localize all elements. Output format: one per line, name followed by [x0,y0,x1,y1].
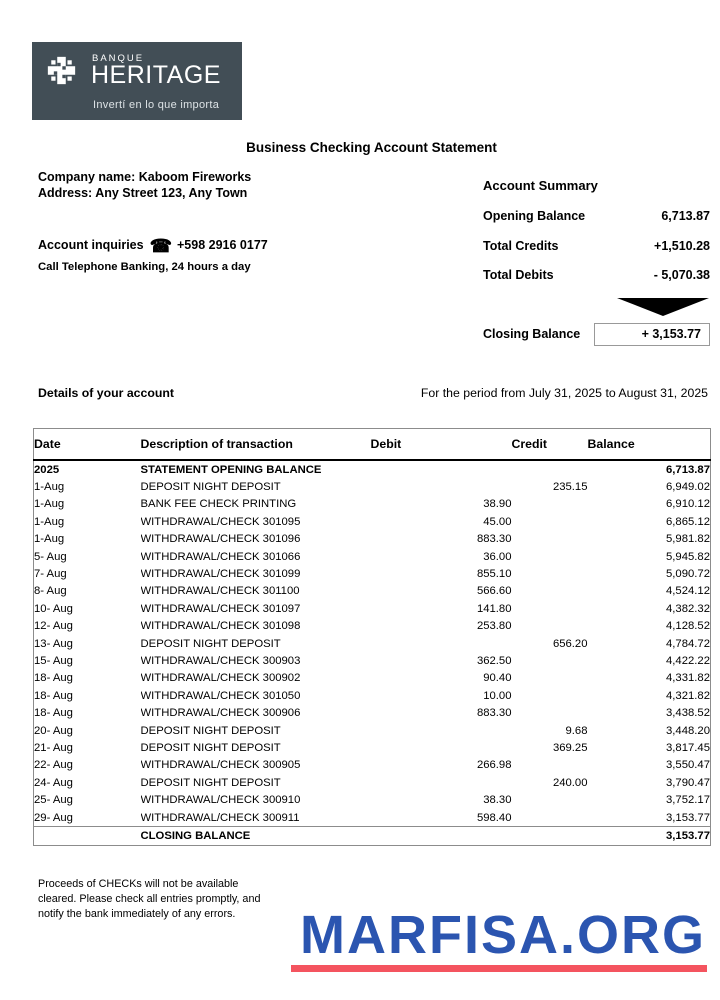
cell-credit: 9.68 [565,724,588,737]
summary-row-closing [483,323,710,346]
bank-logo [32,42,242,120]
cell-description: WITHDRAWAL/CHECK 301099 [140,568,301,581]
cell-debit [371,827,512,846]
cell-debit [371,739,512,756]
cell-credit [512,496,588,513]
arrow-down-icon [617,298,709,316]
transaction-row [34,739,711,756]
cell-description: WITHDRAWAL/CHECK 301096 [140,533,301,546]
company-address-line: Address: Any Street 123, Any Town [38,186,248,200]
column-header-balance: Balance [588,429,711,461]
transaction-row [34,757,711,774]
cell-description: WITHDRAWAL/CHECK 300906 [140,707,301,720]
details-header [38,386,708,400]
summary-row-credits [483,239,710,253]
cell-balance: 3,817.45 [666,741,710,754]
cell-date: 18- Aug [34,689,73,702]
transaction-row [34,496,711,513]
cell-balance: 4,331.82 [666,672,710,685]
column-header-description: Description of transaction [141,429,371,461]
transaction-row [34,722,711,739]
cell-debit: 883.30 [476,533,512,546]
cell-date: 18- Aug [34,707,73,720]
account-summary [483,178,710,346]
cell-description: WITHDRAWAL/CHECK 301095 [140,515,301,528]
summary-row-opening [483,209,710,223]
cell-date: 25- Aug [34,794,73,807]
cell-credit [512,809,588,827]
cell-balance: 5,945.82 [666,550,710,563]
cell-credit [512,652,588,669]
closing-balance-value: + 3,153.77 [594,323,710,346]
transaction-row [34,635,711,652]
cell-balance: 4,784.72 [666,637,710,650]
phone-icon: ☎ [149,236,172,256]
cell-credit: 240.00 [552,776,588,789]
cell-debit: 141.80 [476,602,512,615]
account-summary-title: Account Summary [483,178,598,193]
transaction-row [34,704,711,721]
transaction-row [34,460,711,478]
cell-date: 1-Aug [34,533,65,546]
transaction-row [34,652,711,669]
transaction-row [34,565,711,582]
cell-date: 7- Aug [34,568,67,581]
closing-balance-label: Closing Balance [483,327,581,341]
transaction-row [34,774,711,791]
cell-description: DEPOSIT NIGHT DEPOSIT [140,741,281,754]
cell-credit [512,670,588,687]
transaction-row [34,583,711,600]
cell-debit: 883.30 [476,707,512,720]
cell-balance: 3,550.47 [666,759,710,772]
cell-credit [512,791,588,808]
cell-debit [371,460,512,478]
cell-date: 15- Aug [34,654,73,667]
bank-name-small: BANQUE [92,53,145,64]
total-credits-value: +1,510.28 [654,238,710,253]
cell-credit [512,460,588,478]
cell-debit: 855.10 [476,568,512,581]
cell-balance: 3,153.77 [588,827,711,846]
transaction-row [34,791,711,808]
cell-debit: 38.90 [483,498,512,511]
column-header-credit: Credit [512,429,588,461]
watermark-text: MARFISA.ORG [300,905,706,965]
telephone-banking-line: Call Telephone Banking, 24 hours a day [38,261,251,273]
transaction-row [34,531,711,548]
cell-description: WITHDRAWAL/CHECK 300903 [140,654,301,667]
cell-description: BANK FEE CHECK PRINTING [140,498,297,511]
cell-description: DEPOSIT NIGHT DEPOSIT [140,776,281,789]
cell-debit: 90.40 [483,672,512,685]
cell-description: WITHDRAWAL/CHECK 301097 [140,602,301,615]
cell-credit [512,531,588,548]
cell-date: 29- Aug [34,811,73,824]
notice-line-1: Proceeds of CHECKs will not be available [38,878,239,890]
transactions-body [34,460,711,846]
cell-balance: 6,949.02 [666,481,710,494]
cell-balance: 3,790.47 [666,776,710,789]
inquiries-label: Account inquiries [38,238,144,252]
bank-tagline: Invertí en lo que importa [93,99,220,111]
cell-credit [512,583,588,600]
page-title: Business Checking Account Statement [246,140,497,155]
customer-info [38,169,251,201]
cell-balance: 3,448.20 [666,724,710,737]
column-header-date: Date [34,429,141,461]
cell-balance: 4,382.32 [666,602,710,615]
cell-credit [512,704,588,721]
cell-description: WITHDRAWAL/CHECK 300911 [140,811,300,824]
cell-balance: 5,981.82 [666,533,710,546]
bank-name-large: HERITAGE [91,61,221,89]
transaction-row [34,548,711,565]
cell-credit [512,513,588,530]
total-debits-label: Total Debits [483,268,554,282]
cell-date: 1-Aug [34,481,65,494]
cell-credit [512,827,588,846]
cell-date: 10- Aug [34,602,73,615]
cell-date: 18- Aug [34,672,73,685]
transactions-table-header [34,429,711,461]
cell-debit: 253.80 [476,620,512,633]
cell-date: 1-Aug [34,498,65,511]
cell-balance: 3,438.52 [666,707,710,720]
cell-debit: 36.00 [483,550,512,563]
opening-balance-value: 6,713.87 [661,209,710,223]
cell-debit: 598.40 [476,811,512,824]
cell-date: 12- Aug [34,620,73,633]
footer-notice [38,877,260,922]
transaction-row [34,687,711,704]
statement-period: For the period from July 31, 2025 to August 31, 2025 [420,386,708,400]
transaction-row [34,670,711,687]
cell-balance: 4,422.22 [666,654,710,667]
cell-description: WITHDRAWAL/CHECK 301050 [140,689,301,702]
total-credits-label: Total Credits [483,238,559,253]
cell-debit: 362.50 [476,654,512,667]
cell-date: 24- Aug [34,776,73,789]
cell-description: CLOSING BALANCE [141,827,371,846]
cell-description: WITHDRAWAL/CHECK 300902 [140,672,301,685]
transaction-row [34,809,711,827]
cell-description: STATEMENT OPENING BALANCE [140,463,322,476]
cell-debit: 10.00 [483,689,512,702]
transaction-row [34,827,711,846]
cell-balance: 4,128.52 [666,620,710,633]
cell-date: 2025 [34,463,60,476]
cell-balance: 4,321.82 [666,689,710,702]
transaction-row [34,478,711,495]
inquiries-phone-number: +598 2916 0177 [177,238,268,252]
transactions-table [33,428,711,846]
cell-credit [512,565,588,582]
cell-description: WITHDRAWAL/CHECK 301098 [140,620,301,633]
cell-credit [512,548,588,565]
cell-credit [512,600,588,617]
cell-balance: 6,910.12 [666,498,710,511]
summary-row-debits [483,268,710,282]
details-title: Details of your account [38,386,174,400]
transaction-row [34,618,711,635]
cell-balance: 3,752.17 [666,794,710,807]
cell-date: 20- Aug [34,724,73,737]
cell-date: 5- Aug [34,550,67,563]
cell-credit [512,757,588,774]
account-inquiries-line [38,236,268,257]
cell-balance: 5,090.72 [666,568,710,581]
cell-date: 22- Aug [34,759,73,772]
cell-date: 1-Aug [34,515,65,528]
cell-date: 8- Aug [34,585,67,598]
cell-credit: 235.15 [552,481,588,494]
cell-balance: 4,524.12 [666,585,710,598]
cell-balance: 3,153.77 [666,811,710,824]
cell-debit: 266.98 [476,759,512,772]
cell-balance: 6,865.12 [666,515,710,528]
cell-balance: 6,713.87 [666,463,710,476]
cell-description: DEPOSIT NIGHT DEPOSIT [140,481,281,494]
cell-credit: 369.25 [552,741,588,754]
transaction-row [34,600,711,617]
cell-credit [512,687,588,704]
cell-debit: 566.60 [476,585,512,598]
notice-line-3: notify the bank immediately of any errors. [38,908,236,920]
cell-description: DEPOSIT NIGHT DEPOSIT [140,724,281,737]
cell-debit [371,774,512,791]
column-header-debit: Debit [371,429,512,461]
cell-debit: 38.30 [483,794,512,807]
cell-debit [371,635,512,652]
bank-logo-cross-icon [47,56,76,85]
transaction-row [34,513,711,530]
cell-description: WITHDRAWAL/CHECK 300905 [140,759,301,772]
cell-description: DEPOSIT NIGHT DEPOSIT [140,637,281,650]
watermark-underline [291,965,707,972]
total-debits-value: - 5,070.38 [653,268,710,282]
cell-credit [512,618,588,635]
cell-date [34,827,141,846]
cell-credit: 656.20 [552,637,588,650]
cell-date: 13- Aug [34,637,73,650]
opening-balance-label: Opening Balance [483,209,586,223]
cell-debit [371,478,512,495]
notice-line-2: cleared. Please check all entries promptly, and [38,893,261,905]
cell-description: WITHDRAWAL/CHECK 301100 [140,585,300,598]
cell-debit [371,722,512,739]
cell-description: WITHDRAWAL/CHECK 300910 [140,794,301,807]
cell-date: 21- Aug [34,741,73,754]
cell-debit: 45.00 [483,515,512,528]
company-name-line: Company name: Kaboom Fireworks [38,170,252,184]
cell-description: WITHDRAWAL/CHECK 301066 [140,550,301,563]
